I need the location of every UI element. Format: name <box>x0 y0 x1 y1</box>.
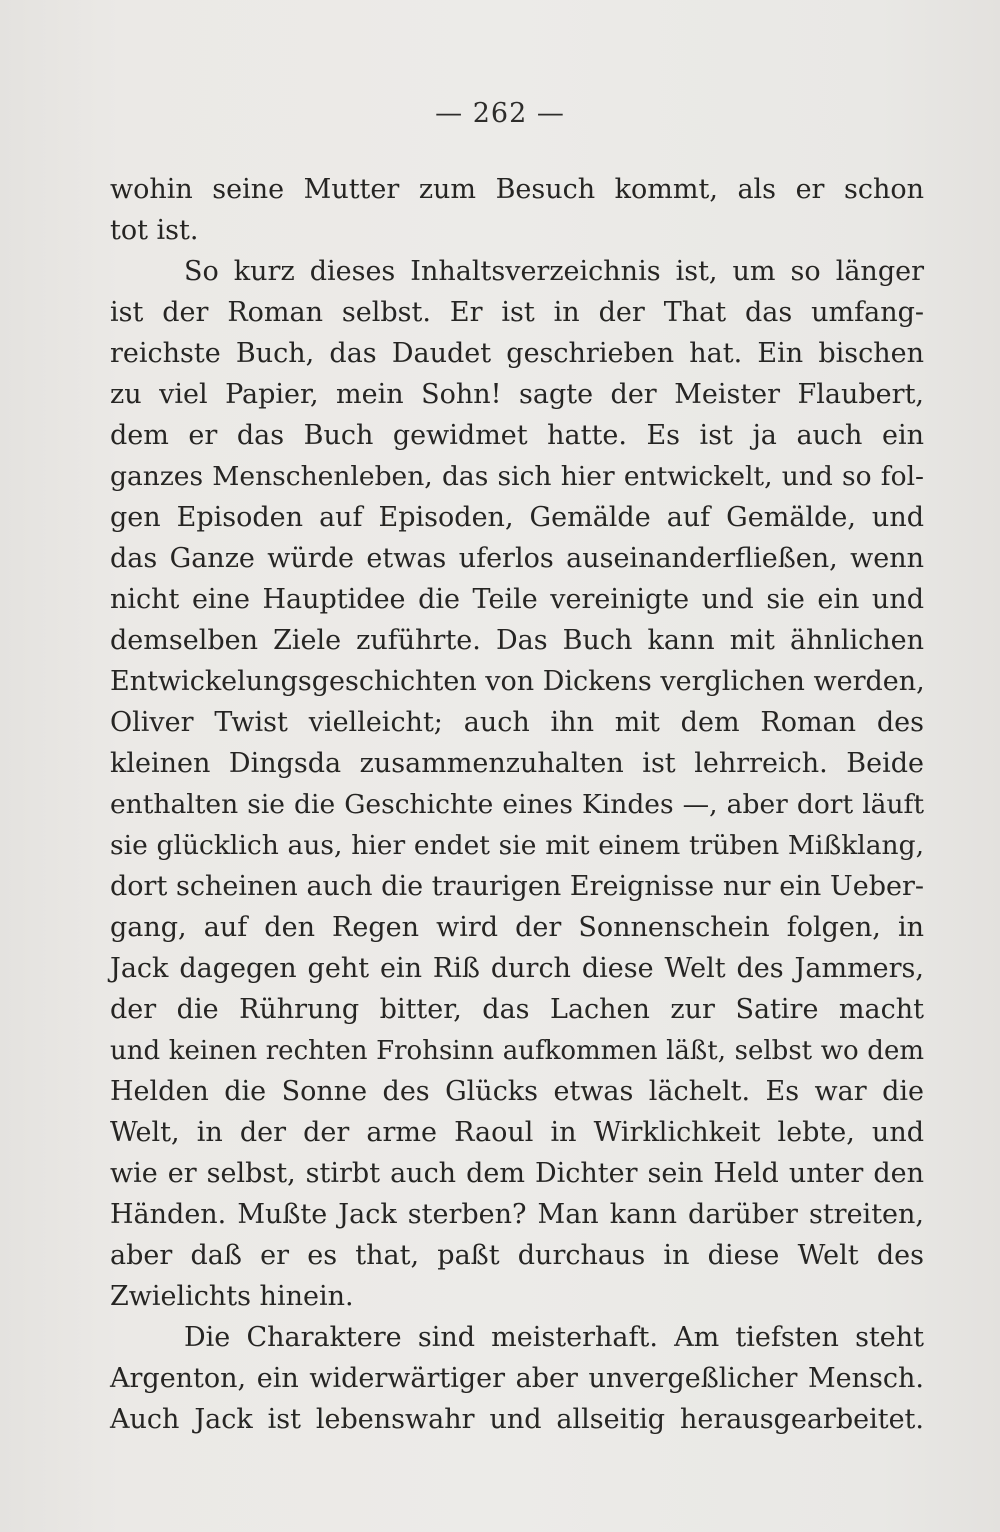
page-number: — 262 — <box>435 98 565 129</box>
text-line: Oliver Twist vielleicht; auch ihn mit dem Roman des <box>110 707 924 738</box>
text-line: wohin seine Mutter zum Besuch kommt, als er schon <box>110 174 924 205</box>
text-line: Welt, in der der arme Raoul in Wirklichkeit lebte, und <box>110 1117 924 1148</box>
text-line: tot ist. <box>110 215 199 246</box>
text-line: das Ganze würde etwas uferlos auseinanderfließen, wenn <box>110 543 924 574</box>
text-line: dort scheinen auch die traurigen Ereignisse nur ein Ueber- <box>110 871 924 902</box>
text-line: Entwickelungsgeschichten von Dickens verglichen werden, <box>110 666 925 697</box>
text-line: Händen. Mußte Jack sterben? Man kann darüber streiten, <box>110 1199 924 1230</box>
text-line: zu viel Papier, mein Sohn! sagte der Meister Flaubert, <box>110 379 924 410</box>
text-line: Auch Jack ist lebenswahr und allseitig herausgearbeitet. <box>110 1404 924 1435</box>
text-line: der die Rührung bitter, das Lachen zur Satire macht <box>110 994 924 1025</box>
text-line: gang, auf den Regen wird der Sonnenschein folgen, in <box>110 912 924 943</box>
text-line: sie glücklich aus, hier endet sie mit einem trüben Mißklang, <box>110 830 924 861</box>
text-line: enthalten sie die Geschichte eines Kindes —, aber dort läuft <box>110 789 924 820</box>
text-line: Die Charaktere sind meisterhaft. Am tiefsten steht <box>184 1322 924 1353</box>
text-line: Jack dagegen geht ein Riß durch diese Welt des Jammers, <box>110 953 924 984</box>
text-line: demselben Ziele zuführte. Das Buch kann mit ähnlichen <box>110 625 924 656</box>
text-line: ganzes Menschenleben, das sich hier entwickelt, und so fol- <box>110 461 924 492</box>
text-line: ist der Roman selbst. Er ist in der That das umfang- <box>110 297 924 328</box>
text-line: nicht eine Hauptidee die Teile vereinigte und sie ein und <box>110 584 924 615</box>
text-line: wie er selbst, stirbt auch dem Dichter sein Held unter den <box>110 1158 924 1189</box>
text-line: So kurz dieses Inhaltsverzeichnis ist, um so länger <box>184 256 924 287</box>
text-line: Helden die Sonne des Glücks etwas lächelt. Es war die <box>110 1076 924 1107</box>
text-line: dem er das Buch gewidmet hatte. Es ist ja auch ein <box>110 420 924 451</box>
text-line: gen Episoden auf Episoden, Gemälde auf Gemälde, und <box>110 502 924 533</box>
text-line: Argenton, ein widerwärtiger aber unvergeßlicher Mensch. <box>110 1363 924 1394</box>
text-line: Zwielichts hinein. <box>110 1281 354 1312</box>
text-line: reichste Buch, das Daudet geschrieben hat. Ein bischen <box>110 338 924 369</box>
text-line: aber daß er es that, paßt durchaus in diese Welt des <box>110 1240 924 1271</box>
text-line: kleinen Dingsda zusammenzuhalten ist lehrreich. Beide <box>110 748 924 779</box>
text-line: und keinen rechten Frohsinn aufkommen läßt, selbst wo dem <box>110 1036 924 1066</box>
